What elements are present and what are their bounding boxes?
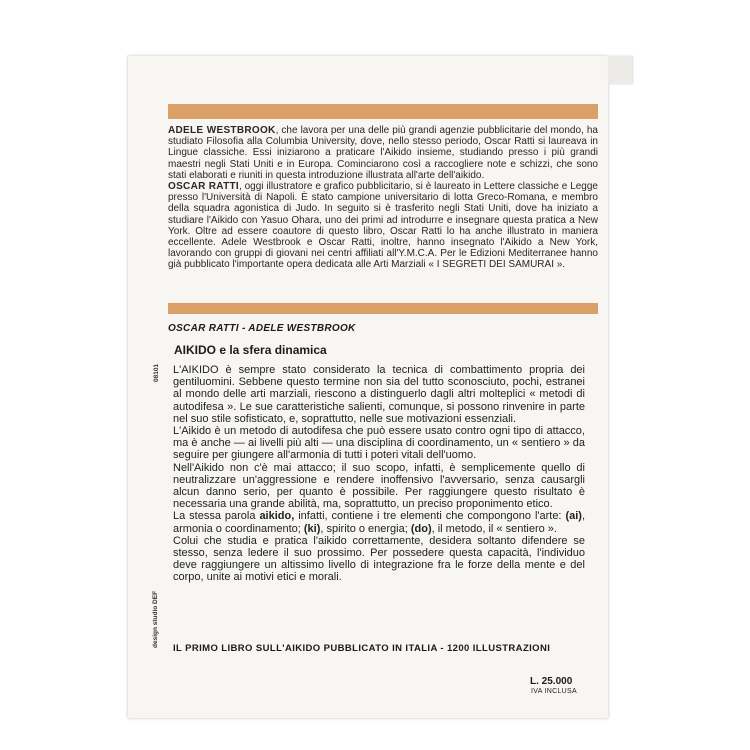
description-paragraph-3: Nell'Aikido non c'è mai attacco; il suo scopo, infatti, è semplicemente quello di neutralizzare un'aggressione e rendere inoffensivo l'avversario, senza causargli alcun danno serio, per quanto è possibile. Per raggiungere questo risultato è necessaria una grande abilità, ma, soprattutto, un preciso proponimento etico. (173, 461, 585, 511)
p4-text-c: , armonia o coordinamento; (173, 510, 585, 535)
description-paragraph-1: L'AIKIDO è sempre stato considerato la tecnica di combattimento propria dei gentiluomini. Sebbene questo termine non sia del tutto sconosciuto, pochi, estranei al mondo delle arti marziali, riescono a distinguerlo dagli altri molteplici « metodi di autodifesa ». Le sue caratteristiche salienti, comunque, si possono rinvenire in parte nel suo stile sofisticato, e, soprattutto, nelle sue motivazioni essenziali. (173, 364, 585, 425)
book-description (173, 364, 585, 584)
ratti-name: OSCAR RATTI (168, 181, 239, 193)
p4-text-a: La stessa parola (173, 510, 260, 523)
p4-text-b: infatti, contiene i tre elementi che compongono l'arte: (294, 510, 566, 523)
term-ai: (ai) (565, 510, 582, 523)
design-credit: design studio DEF (152, 590, 159, 648)
top-accent-bar (168, 104, 598, 119)
description-paragraph-4 (173, 510, 585, 534)
p4-text-e: , il metodo, il « sentiero ». (431, 522, 557, 535)
authors-line: OSCAR RATTI - ADELE WESTBROOK (168, 323, 356, 334)
term-ki: (ki) (303, 522, 321, 535)
description-paragraph-2: L'Aikido è un metodo di autodifesa che può essere usato contro ogni tipo di attacco, ma è anche — ai livelli più alti — una disciplina di coordinamento, un « sentiero » da seguire per giungere all'armonia di tutti i poteri vitali dell'uomo. (173, 425, 585, 462)
ratti-bio (168, 181, 598, 271)
term-aikido: aikido, (259, 510, 295, 523)
term-do: (do) (410, 522, 432, 535)
westbrook-name: ADELE WESTBROOK (168, 125, 276, 136)
vat-note: IVA INCLUSA (531, 688, 577, 695)
middle-accent-bar (168, 303, 598, 314)
book-spine-edge (608, 56, 632, 84)
p4-text-d: , spirito o energia; (320, 522, 411, 535)
westbrook-bio (168, 125, 598, 181)
catalog-code: 08101 (153, 363, 160, 382)
authors-biography (168, 125, 598, 271)
ratti-bio-text: , oggi illustratore e grafico pubblicitario, si è laureato in Lettere classiche e Legge presso l'Università di Napoli. È stato campione universitario di lotta Greco-Romana, e membro della squadra agonistica di Judo. In seguito si è trasferito negli Stati Uniti, dove ha iniziato a studiare l'Aikido con Yasuo Ohara, uno dei primi ad introdurre e insegnare questa pratica a New York. Oltre ad essere coautore di questo libro, Oscar Ratti lo ha anche illustrato in maniera eccellente. Adele Westbrook e Oscar Ratti, inoltre, hanno insegnato l'Aikido a New York, lavorando con gruppi di giovani nei centri affiliati all'Y.M.C.A. Per le Edizioni Mediterranee hanno già pubblicato l'importante opera dedicata alle Arti Marziali « I SEGRETI DEI SAMURAI ». (168, 181, 598, 271)
westbrook-bio-text: , che lavora per una delle più grandi agenzie pubblicitarie del mondo, ha studiato Filosofia alla Columbia University, dove, nello stesso periodo, Oscar Ratti si laureava in Lingue classiche. Essi iniziarono a praticare l'Aikido insieme, studiando presso i più grandi maestri negli Stati Uniti e in Europa. Cominciarono così a raccogliere note e schizzi, che sono stati elaborati e riuniti in questa introduzione illustrata all'arte dell'aikido. (168, 125, 598, 181)
tagline-footer: IL PRIMO LIBRO SULL'AIKIDO PUBBLICATO IN ITALIA - 1200 ILLUSTRAZIONI (173, 643, 551, 654)
book-title: AIKIDO e la sfera dinamica (174, 343, 327, 357)
description-paragraph-5: Colui che studia e pratica l'aikido correttamente, desidera soltanto difendere se stesso, senza ledere il suo prossimo. Per possedere questa capacità, l'individuo deve raggiungere un altissimo livello di integrazione fra le forze della mente e del corpo, unite ai motivi etici e morali. (173, 534, 585, 584)
price-label: L. 25.000 (530, 676, 573, 687)
